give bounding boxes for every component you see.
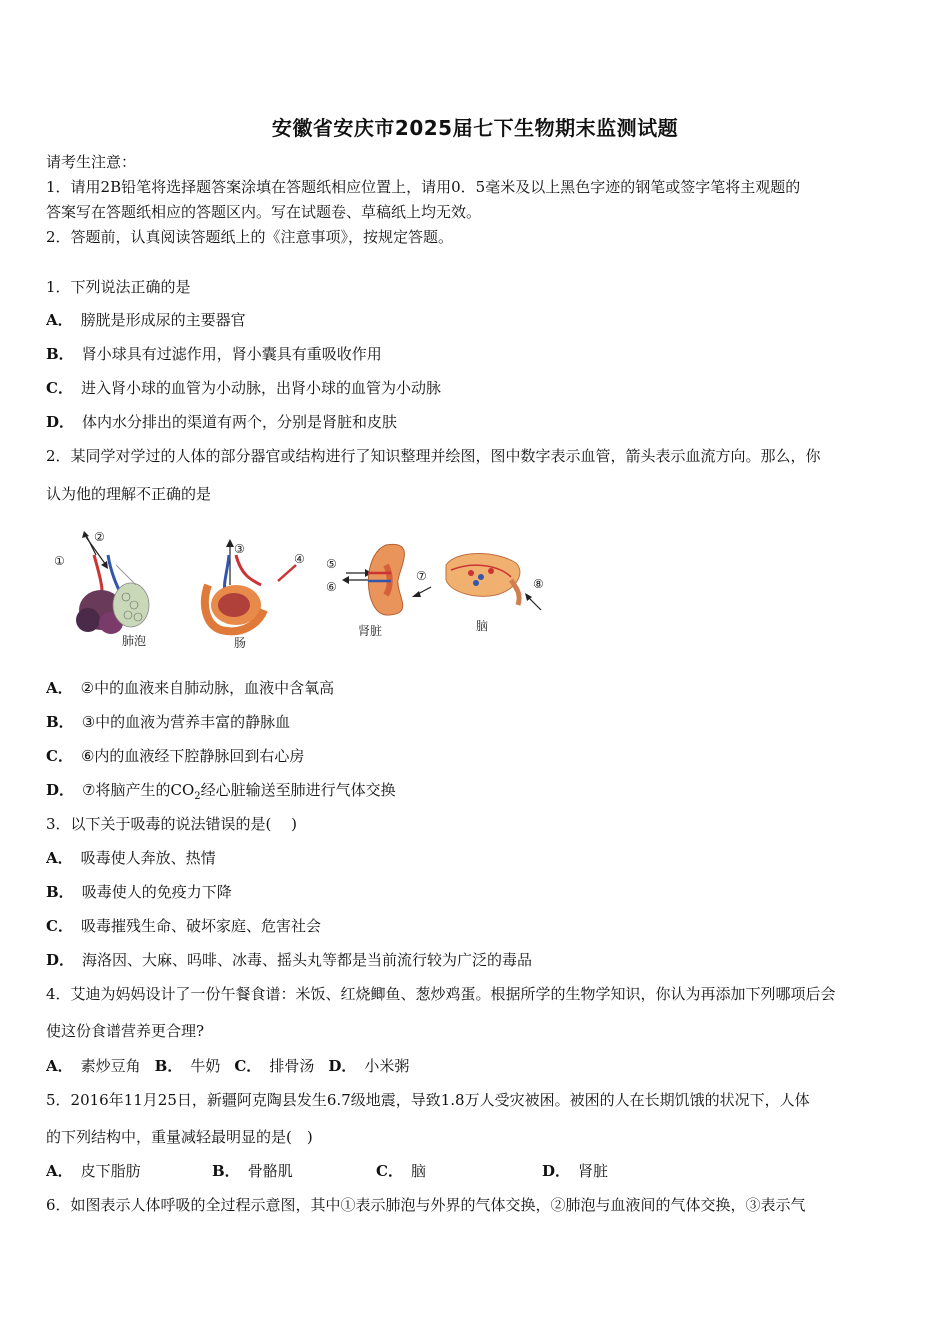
q1-option-b: [46, 344, 908, 364]
q4-stem-line-2: 使这份食谱营养更合理?: [46, 1022, 205, 1040]
figure-number-8: ⑧: [533, 577, 544, 591]
option-text: 肾脏: [578, 1162, 609, 1180]
option-letter: B．: [212, 1162, 240, 1180]
option-letter: B．: [46, 883, 74, 901]
q3-stem: 3．以下关于吸毒的说法错误的是( ): [46, 815, 298, 833]
option-letter: D．: [46, 781, 75, 799]
q2-option-d: [46, 780, 908, 807]
q1-stem: 1．下列说法正确的是: [46, 278, 191, 296]
option-text: 吸毒摧残生命、破坏家庭、危害社会: [80, 917, 321, 935]
circulation-figure-svg: [46, 525, 556, 660]
q3-option-a: [46, 848, 908, 868]
q2-stem-line-1: 2．某同学对学过的人体的部分器官或结构进行了知识整理并绘图，图中数字表示血管，箭头表示血流方向。那么，你: [46, 447, 821, 465]
figure-label-brain: 脑: [476, 619, 489, 633]
option-text: 吸毒使人奔放、热情: [80, 849, 216, 867]
q4-option-d: [328, 1056, 409, 1076]
q3-option-d: [46, 950, 908, 970]
q4-stem-line-1: 4．艾迪为妈妈设计了一份午餐食谱：米饭、红烧鲫鱼、葱炒鸡蛋。根据所学的生物学知识，你认为再添加下列哪项后会: [46, 985, 836, 1003]
q1-option-a: [46, 310, 908, 330]
option-text: ⑥内的血液经下腔静脉回到右心房: [80, 747, 305, 765]
option-letter: B．: [46, 713, 74, 731]
co2-subscript: 2: [194, 791, 201, 802]
q4-options: [46, 1056, 908, 1076]
figure-number-2: ②: [94, 530, 105, 544]
q2-option-c: [46, 746, 908, 766]
option-text: ②中的血液来自肺动脉，血液中含氧高: [80, 679, 335, 697]
option-letter: D．: [542, 1162, 571, 1180]
figure-number-3: ③: [234, 542, 245, 556]
option-text: 皮下脂肪: [80, 1162, 141, 1180]
option-text: 海洛因、大麻、吗啡、冰毒、摇头丸等都是当前流行较为广泛的毒品: [82, 951, 533, 969]
option-letter: C．: [376, 1162, 403, 1180]
q2-option-a: [46, 678, 908, 698]
option-letter: B．: [46, 345, 74, 363]
option-letter: C．: [46, 379, 73, 397]
option-text: 小米粥: [364, 1057, 410, 1075]
q3-option-b: [46, 882, 908, 902]
option-text-start: ⑦将脑产生的CO: [82, 781, 195, 799]
option-text: 进入肾小球的血管为小动脉，出肾小球的血管为小动脉: [80, 379, 441, 397]
figure-number-5: ⑤: [326, 557, 337, 571]
notice-line-2: 答案写在答题纸相应的答题区内。写在试题卷、草稿纸上均无效。: [46, 203, 482, 221]
option-text: 肾小球具有过滤作用，肾小囊具有重吸收作用: [81, 345, 382, 363]
q5-options: [46, 1161, 908, 1181]
figure-number-4: ④: [294, 552, 305, 566]
notice-line-1: 1．请用2B铅笔将选择题答案涂填在答题纸相应位置上，请用0．5毫米及以上黑色字迹的钢笔或签字笔将主观题的: [46, 178, 801, 196]
option-letter: A．: [46, 1057, 73, 1075]
option-text: 膀胱是形成尿的主要器官: [80, 311, 246, 329]
q5-stem-line-2: 的下列结构中，重量减轻最明显的是( ): [46, 1128, 313, 1146]
q5-option-d: [542, 1161, 608, 1181]
page-title: 安徽省安庆市2025届七下生物期末监测试题: [271, 116, 679, 140]
option-letter: C．: [46, 917, 73, 935]
figure-number-1: ①: [54, 554, 65, 568]
figure-number-7: ⑦: [416, 569, 427, 583]
option-text: 脑: [410, 1162, 426, 1180]
q4-option-b: [155, 1056, 221, 1076]
q1-option-d: [46, 412, 908, 432]
q5-option-a: [46, 1161, 212, 1181]
option-letter: D．: [328, 1057, 357, 1075]
figure-label-intestine: 肠: [234, 636, 247, 650]
brain-drawing: [412, 553, 541, 610]
option-letter: C．: [234, 1057, 262, 1075]
intestine-drawing: [205, 539, 296, 631]
option-text: 素炒豆角: [80, 1057, 141, 1075]
q4-option-a: [46, 1056, 141, 1076]
q6-stem-line-1: 6．如图表示人体呼吸的全过程示意图，其中①表示肺泡与外界的气体交换，②肺泡与血液间的气体交换，③表示气: [46, 1196, 806, 1214]
notice-line-3: 2．答题前，认真阅读答题纸上的《注意事项》，按规定答题。: [46, 228, 454, 246]
figure-label-lung: 肺泡: [122, 634, 147, 648]
q3-option-c: [46, 916, 908, 936]
option-text: 排骨汤: [269, 1057, 315, 1075]
option-text-end: 经心脏输送至肺进行气体交换: [200, 781, 396, 799]
option-letter: B．: [154, 1057, 183, 1075]
q5-option-c: [376, 1161, 542, 1181]
q2-option-b: [46, 712, 908, 732]
kidney-drawing: [342, 544, 404, 615]
lung-drawing: [76, 531, 149, 634]
option-letter: D．: [46, 951, 75, 969]
option-text: 骨骼肌: [247, 1162, 293, 1180]
q1-option-c: [46, 378, 908, 398]
q5-option-b: [212, 1161, 376, 1181]
option-letter: A．: [46, 311, 73, 329]
circulation-figure: [46, 525, 556, 660]
option-letter: C．: [46, 747, 73, 765]
option-letter: A．: [46, 849, 73, 867]
figure-label-kidney: 肾脏: [358, 624, 383, 638]
q2-stem-line-2: 认为他的理解不正确的是: [46, 485, 212, 503]
option-letter: A．: [46, 679, 73, 697]
option-text: 牛奶: [190, 1057, 221, 1075]
figure-number-6: ⑥: [326, 580, 337, 594]
option-letter: D．: [46, 413, 75, 431]
option-text: 吸毒使人的免疫力下降: [81, 883, 232, 901]
notice-heading: 请考生注意：: [46, 153, 137, 171]
option-text: 体内水分排出的渠道有两个，分别是肾脏和皮肤: [82, 413, 398, 431]
q4-option-c: [234, 1056, 314, 1076]
option-text: ③中的血液为营养丰富的静脉血: [81, 713, 291, 731]
option-letter: A．: [46, 1162, 73, 1180]
q5-stem-line-1: 5．2016年11月25日，新疆阿克陶县发生6.7级地震，导致1.8万人受灾被困。被困的人在长期饥饿的状况下，人体: [46, 1091, 810, 1109]
